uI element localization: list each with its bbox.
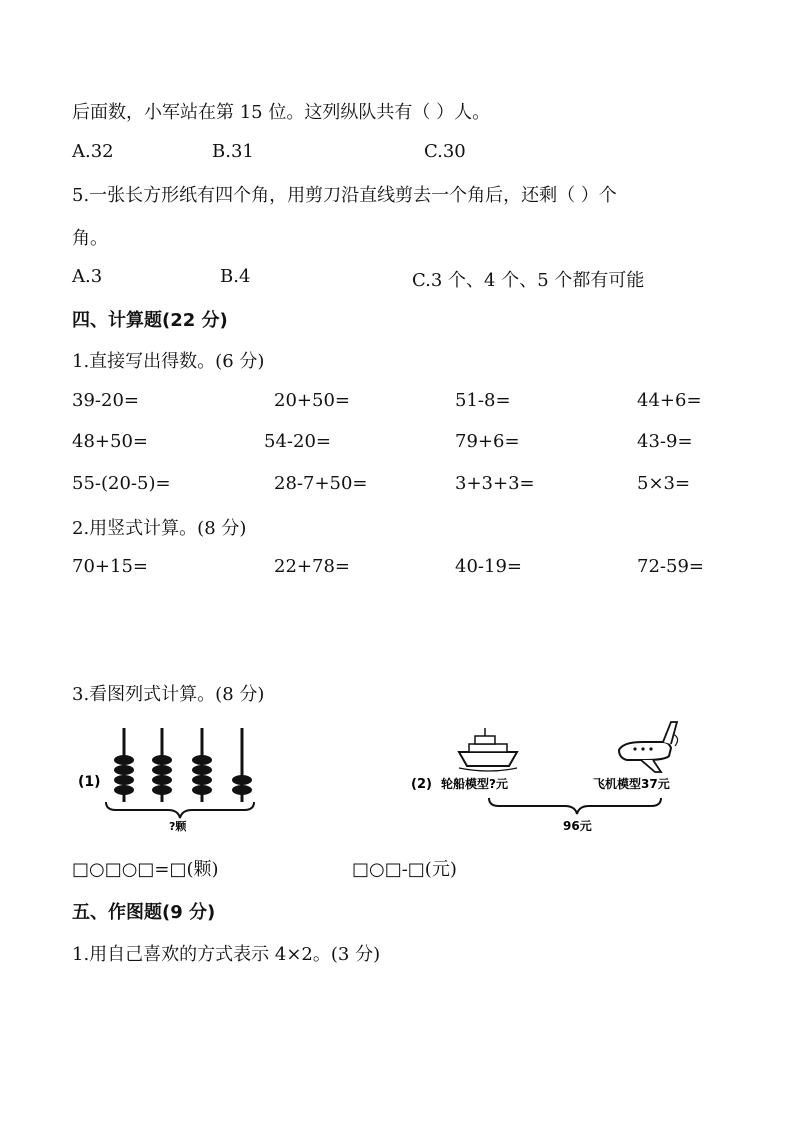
abacus-figure	[72, 722, 282, 842]
calc-item: 48+50=	[72, 431, 148, 452]
s5-q1-title: 1.用自己喜欢的方式表示 4×2。(3 分)	[72, 944, 381, 965]
calc-item: 79+6=	[455, 431, 520, 452]
abacus-bead	[114, 755, 134, 765]
total-brace	[106, 802, 254, 818]
ship-price-label: 轮船模型?元	[441, 777, 508, 791]
section5-title: 五、作图题(9 分)	[72, 902, 216, 923]
calc-item: 20+50=	[274, 390, 350, 411]
abacus-bead	[114, 785, 134, 795]
abacus-bead	[152, 765, 172, 775]
vertical-calc-item: 70+15=	[72, 556, 148, 577]
calc-item: 3+3+3=	[455, 473, 535, 494]
answer-line-1: □○□○□=□(颗)	[72, 859, 219, 880]
q4-continuation: 后面数，小军站在第 15 位。这列纵队共有（ ）人。	[72, 102, 491, 123]
q4-option-a: A.32	[72, 141, 114, 162]
abacus-bead	[232, 775, 252, 785]
calc-item: 39-20=	[72, 390, 139, 411]
fig1-total-label: ?颗	[169, 820, 187, 833]
calc-item: 54-20=	[264, 431, 331, 452]
abacus-bead	[114, 765, 134, 775]
total-brace	[489, 798, 661, 814]
q5-option-b: B.4	[220, 266, 251, 287]
section4-title: 四、计算题(22 分)	[72, 310, 228, 331]
answer-line-2: □○□-□(元)	[352, 859, 457, 880]
abacus-rods	[114, 728, 252, 802]
abacus-bead	[192, 775, 212, 785]
calc-item: 44+6=	[637, 390, 702, 411]
abacus-bead	[152, 775, 172, 785]
abacus-bead	[192, 785, 212, 795]
calc-item: 51-8=	[455, 390, 511, 411]
abacus-bead	[192, 765, 212, 775]
plane-price-label: 飞机模型37元	[593, 777, 670, 791]
abacus-bead	[192, 755, 212, 765]
q5-option-a: A.3	[72, 266, 103, 287]
q4-option-b: B.31	[212, 141, 254, 162]
ship-model-icon	[459, 728, 517, 771]
plane-model-icon	[619, 722, 678, 772]
s4-q2-title: 2.用竖式计算。(8 分)	[72, 518, 247, 539]
calc-item: 55-(20-5)=	[72, 473, 171, 494]
abacus-bead	[232, 785, 252, 795]
calc-item: 28-7+50=	[274, 473, 368, 494]
abacus-bead	[114, 775, 134, 785]
q5-text-line2: 角。	[72, 228, 108, 249]
fig1-label: (1)	[78, 774, 101, 790]
boat-plane-figure	[405, 716, 705, 842]
abacus-bead	[152, 785, 172, 795]
fig2-total-label: 96元	[563, 819, 592, 833]
calc-item: 43-9=	[637, 431, 693, 452]
vertical-calc-item: 72-59=	[637, 556, 704, 577]
calc-item: 5×3=	[637, 473, 691, 494]
vertical-calc-item: 22+78=	[274, 556, 350, 577]
fig2-label: (2)	[411, 777, 432, 792]
abacus-bead	[152, 755, 172, 765]
s4-q1-title: 1.直接写出得数。(6 分)	[72, 351, 265, 372]
vertical-calc-item: 40-19=	[455, 556, 522, 577]
q5-option-c: C.3 个、4 个、5 个都有可能	[412, 270, 645, 291]
s4-q3-title: 3.看图列式计算。(8 分)	[72, 684, 265, 705]
q4-option-c: C.30	[424, 141, 466, 162]
q5-text-line1: 5.一张长方形纸有四个角，用剪刀沿直线剪去一个角后，还剩（ ）个	[72, 185, 617, 206]
